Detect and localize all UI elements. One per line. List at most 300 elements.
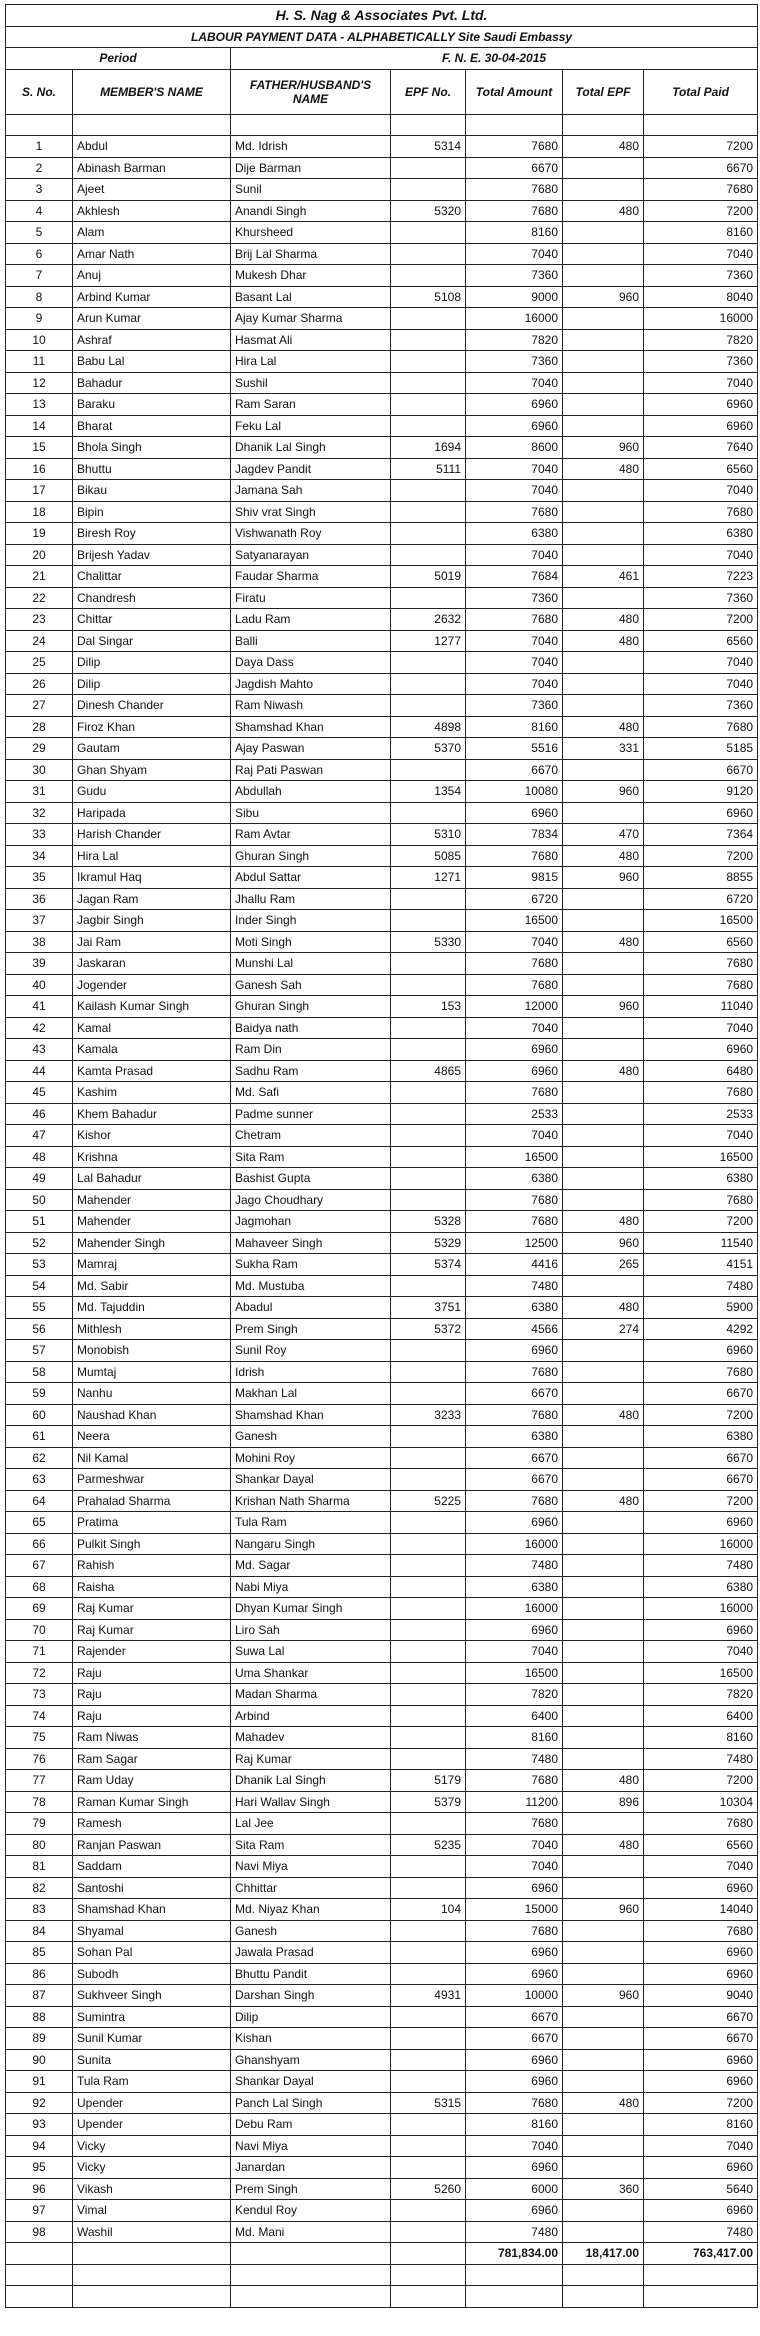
epf-no-cell	[391, 802, 466, 824]
total-paid-cell: 6670	[644, 759, 758, 781]
father-name-cell: Ajay Kumar Sharma	[231, 308, 391, 330]
table-row	[6, 329, 758, 351]
total-paid-cell: 6960	[644, 1039, 758, 1061]
total-amount-cell: 6960	[466, 1619, 563, 1641]
epf-no-cell	[391, 501, 466, 523]
sno-cell: 40	[6, 974, 73, 996]
total-epf-cell	[563, 1576, 644, 1598]
epf-no-cell: 4931	[391, 1985, 466, 2007]
total-amount-cell: 7040	[466, 243, 563, 265]
member-name-cell: Monobish	[73, 1340, 231, 1362]
member-name-cell: Alam	[73, 222, 231, 244]
father-name-cell: Baidya nath	[231, 1017, 391, 1039]
table-row	[6, 136, 758, 158]
total-paid-cell: 6480	[644, 1060, 758, 1082]
total-amount-cell: 11200	[466, 1791, 563, 1813]
total-amount-cell: 6960	[466, 1877, 563, 1899]
total-paid-cell: 5900	[644, 1297, 758, 1319]
total-paid-cell: 6670	[644, 2006, 758, 2028]
member-name-cell: Amar Nath	[73, 243, 231, 265]
member-name-cell: Chittar	[73, 609, 231, 631]
total-paid-cell: 8160	[644, 2114, 758, 2136]
father-name-cell: Inder Singh	[231, 910, 391, 932]
total-epf-cell: 265	[563, 1254, 644, 1276]
total-paid-cell: 4292	[644, 1318, 758, 1340]
epf-no-cell	[391, 372, 466, 394]
member-name-cell: Parmeshwar	[73, 1469, 231, 1491]
total-epf-cell	[563, 523, 644, 545]
total-epf-cell	[563, 1684, 644, 1706]
total-paid-cell: 7040	[644, 480, 758, 502]
sno-cell: 17	[6, 480, 73, 502]
member-name-cell: Dal Singar	[73, 630, 231, 652]
member-name-cell: Sunil Kumar	[73, 2028, 231, 2050]
father-name-cell: Ladu Ram	[231, 609, 391, 631]
total-epf-cell: 960	[563, 1899, 644, 1921]
father-name-cell: Sita Ram	[231, 1834, 391, 1856]
table-row	[6, 996, 758, 1018]
epf-no-cell: 4865	[391, 1060, 466, 1082]
table-row	[6, 1598, 758, 1620]
father-name-cell: Navi Miya	[231, 2135, 391, 2157]
father-name-cell: Abadul	[231, 1297, 391, 1319]
member-name-cell: Arbind Kumar	[73, 286, 231, 308]
father-name-cell: Shankar Dayal	[231, 1469, 391, 1491]
total-paid-cell: 7680	[644, 1361, 758, 1383]
total-paid-cell: 7040	[644, 1017, 758, 1039]
father-name-cell: Abdullah	[231, 781, 391, 803]
total-paid-cell: 8040	[644, 286, 758, 308]
father-name-cell: Feku Lal	[231, 415, 391, 437]
sno-cell: 42	[6, 1017, 73, 1039]
father-name-cell: Jagmohan	[231, 1211, 391, 1233]
sno-cell: 61	[6, 1426, 73, 1448]
total-amount-cell: 6380	[466, 1426, 563, 1448]
father-name-cell: Ghanshyam	[231, 2049, 391, 2071]
sno-cell: 77	[6, 1770, 73, 1792]
father-name-cell: Sushil	[231, 372, 391, 394]
total-paid-cell: 7680	[644, 501, 758, 523]
total-paid-cell: 7820	[644, 329, 758, 351]
total-paid-cell: 7480	[644, 1555, 758, 1577]
epf-no-cell	[391, 1469, 466, 1491]
table-row	[6, 1705, 758, 1727]
total-epf-cell	[563, 1361, 644, 1383]
table-row	[6, 480, 758, 502]
father-name-cell: Moti Singh	[231, 931, 391, 953]
total-epf-cell: 960	[563, 996, 644, 1018]
epf-no-cell	[391, 652, 466, 674]
father-name-cell: Dhanik Lal Singh	[231, 437, 391, 459]
sno-cell: 14	[6, 415, 73, 437]
member-name-cell: Raju	[73, 1705, 231, 1727]
father-name-cell: Md. Sagar	[231, 1555, 391, 1577]
father-name-cell: Jagdish Mahto	[231, 673, 391, 695]
total-epf-cell	[563, 1727, 644, 1749]
sno-cell: 94	[6, 2135, 73, 2157]
table-row	[6, 953, 758, 975]
epf-no-cell	[391, 329, 466, 351]
total-paid-cell: 7200	[644, 1404, 758, 1426]
father-name-cell: Chhittar	[231, 1877, 391, 1899]
total-amount-cell: 7480	[466, 1555, 563, 1577]
father-name-cell: Mahaveer Singh	[231, 1232, 391, 1254]
epf-no-cell	[391, 1619, 466, 1641]
total-epf-cell: 960	[563, 781, 644, 803]
labour-payment-table	[5, 4, 758, 2308]
sno-cell: 19	[6, 523, 73, 545]
table-row	[6, 1684, 758, 1706]
total-paid-cell: 5185	[644, 738, 758, 760]
epf-no-cell	[391, 1856, 466, 1878]
father-name-cell: Jamana Sah	[231, 480, 391, 502]
father-name-cell: Lal Jee	[231, 1813, 391, 1835]
total-amount-cell: 8600	[466, 437, 563, 459]
sno-cell: 53	[6, 1254, 73, 1276]
member-name-cell: Ram Uday	[73, 1770, 231, 1792]
member-name-cell: Biresh Roy	[73, 523, 231, 545]
epf-no-cell: 153	[391, 996, 466, 1018]
total-paid-cell: 16000	[644, 1598, 758, 1620]
total-epf-cell	[563, 2028, 644, 2050]
table-row	[6, 2200, 758, 2222]
table-row	[6, 1340, 758, 1362]
sno-cell: 32	[6, 802, 73, 824]
father-name-cell: Debu Ram	[231, 2114, 391, 2136]
sno-cell: 31	[6, 781, 73, 803]
table-row	[6, 308, 758, 330]
epf-no-cell	[391, 2157, 466, 2179]
total-epf-cell: 960	[563, 286, 644, 308]
father-name-cell: Balli	[231, 630, 391, 652]
total-amount-cell: 7040	[466, 630, 563, 652]
father-name-cell: Uma Shankar	[231, 1662, 391, 1684]
total-paid-cell: 7680	[644, 1082, 758, 1104]
epf-no-cell: 2632	[391, 609, 466, 631]
total-paid-cell: 7360	[644, 265, 758, 287]
total-epf-cell: 480	[563, 931, 644, 953]
total-epf-cell	[563, 695, 644, 717]
table-row	[6, 2221, 758, 2243]
epf-no-cell	[391, 1942, 466, 1964]
total-paid-cell: 6560	[644, 1834, 758, 1856]
total-amount-cell: 7680	[466, 1211, 563, 1233]
epf-no-cell: 5330	[391, 931, 466, 953]
total-paid-cell: 7200	[644, 136, 758, 158]
member-name-cell: Bhola Singh	[73, 437, 231, 459]
epf-no-cell	[391, 1727, 466, 1749]
report-subtitle: LABOUR PAYMENT DATA - ALPHABETICALLY Site Saudi Embassy	[6, 26, 758, 48]
father-name-cell: Sadhu Ram	[231, 1060, 391, 1082]
table-row	[6, 1942, 758, 1964]
total-paid-cell: 7480	[644, 1748, 758, 1770]
total-amount-cell: 7040	[466, 1017, 563, 1039]
epf-no-cell: 5314	[391, 136, 466, 158]
total-epf-cell	[563, 179, 644, 201]
table-row	[6, 2071, 758, 2093]
total-paid-cell: 6960	[644, 1340, 758, 1362]
total-epf-cell	[563, 415, 644, 437]
total-paid-cell: 7200	[644, 1490, 758, 1512]
total-amount-cell: 9000	[466, 286, 563, 308]
total-paid-cell: 7680	[644, 1189, 758, 1211]
member-name-cell: Haripada	[73, 802, 231, 824]
total-epf-cell: 480	[563, 630, 644, 652]
epf-no-cell	[391, 2221, 466, 2243]
total-epf-cell	[563, 501, 644, 523]
table-row	[6, 1125, 758, 1147]
table-row	[6, 2178, 758, 2200]
sno-cell: 92	[6, 2092, 73, 2114]
father-name-cell: Ram Avtar	[231, 824, 391, 846]
header-total-amount: Total Amount	[466, 69, 563, 114]
father-name-cell: Jhallu Ram	[231, 888, 391, 910]
total-epf-cell	[563, 1469, 644, 1491]
total-epf-cell	[563, 1189, 644, 1211]
total-epf-cell	[563, 1426, 644, 1448]
total-paid-cell: 6960	[644, 2071, 758, 2093]
sno-cell: 75	[6, 1727, 73, 1749]
sno-cell: 85	[6, 1942, 73, 1964]
total-epf-cell	[563, 1533, 644, 1555]
table-row	[6, 437, 758, 459]
epf-no-cell: 1277	[391, 630, 466, 652]
father-name-cell: Navi Miya	[231, 1856, 391, 1878]
total-epf-cell: 480	[563, 1490, 644, 1512]
total-amount-cell: 7040	[466, 372, 563, 394]
total-epf-cell	[563, 1383, 644, 1405]
total-epf-cell: 480	[563, 716, 644, 738]
member-name-cell: Dinesh Chander	[73, 695, 231, 717]
epf-no-cell: 1694	[391, 437, 466, 459]
father-name-cell: Satyanarayan	[231, 544, 391, 566]
sno-cell: 37	[6, 910, 73, 932]
total-epf-cell: 480	[563, 458, 644, 480]
member-name-cell: Abdul	[73, 136, 231, 158]
table-row	[6, 1146, 758, 1168]
father-name-cell: Ganesh Sah	[231, 974, 391, 996]
member-name-cell: Brijesh Yadav	[73, 544, 231, 566]
member-name-cell: Naushad Khan	[73, 1404, 231, 1426]
total-amount-cell: 7680	[466, 2092, 563, 2114]
member-name-cell: Prahalad Sharma	[73, 1490, 231, 1512]
total-amount-cell: 7820	[466, 329, 563, 351]
total-amount-cell: 6960	[466, 415, 563, 437]
member-name-cell: Kamta Prasad	[73, 1060, 231, 1082]
sno-cell: 56	[6, 1318, 73, 1340]
father-name-cell: Ganesh	[231, 1426, 391, 1448]
father-name-cell: Brij Lal Sharma	[231, 243, 391, 265]
member-name-cell: Vimal	[73, 2200, 231, 2222]
header-member-name: MEMBER'S NAME	[73, 69, 231, 114]
table-row	[6, 824, 758, 846]
table-row	[6, 1963, 758, 1985]
member-name-cell: Arun Kumar	[73, 308, 231, 330]
epf-no-cell	[391, 673, 466, 695]
total-epf-cell	[563, 157, 644, 179]
total-amount-cell: 5516	[466, 738, 563, 760]
total-amount-cell: 7834	[466, 824, 563, 846]
sno-cell: 86	[6, 1963, 73, 1985]
member-name-cell: Tula Ram	[73, 2071, 231, 2093]
total-amount-cell: 8160	[466, 222, 563, 244]
member-name-cell: Ikramul Haq	[73, 867, 231, 889]
member-name-cell: Mumtaj	[73, 1361, 231, 1383]
sno-cell: 88	[6, 2006, 73, 2028]
sno-cell: 2	[6, 157, 73, 179]
total-amount-cell: 7680	[466, 845, 563, 867]
table-row	[6, 1512, 758, 1534]
father-name-cell: Idrish	[231, 1361, 391, 1383]
epf-no-cell	[391, 480, 466, 502]
total-paid-cell: 11040	[644, 996, 758, 1018]
total-amount-cell: 7040	[466, 480, 563, 502]
total-paid-cell: 6670	[644, 1447, 758, 1469]
epf-no-cell	[391, 1039, 466, 1061]
sno-cell: 15	[6, 437, 73, 459]
total-amount-cell: 10080	[466, 781, 563, 803]
epf-no-cell: 5372	[391, 1318, 466, 1340]
member-name-cell: Dilip	[73, 673, 231, 695]
total-epf-cell	[563, 1705, 644, 1727]
sno-cell: 62	[6, 1447, 73, 1469]
total-paid-cell: 8160	[644, 222, 758, 244]
member-name-cell: Ranjan Paswan	[73, 1834, 231, 1856]
total-epf-cell	[563, 1275, 644, 1297]
total-paid-cell: 6670	[644, 2028, 758, 2050]
epf-no-cell: 5179	[391, 1770, 466, 1792]
father-name-cell: Ram Saran	[231, 394, 391, 416]
table-row	[6, 609, 758, 631]
total-paid-cell: 6560	[644, 931, 758, 953]
sno-cell: 36	[6, 888, 73, 910]
table-row	[6, 781, 758, 803]
sno-cell: 70	[6, 1619, 73, 1641]
total-paid-cell: 7200	[644, 200, 758, 222]
member-name-cell: Raju	[73, 1662, 231, 1684]
father-name-cell: Hari Wallav Singh	[231, 1791, 391, 1813]
sno-cell: 89	[6, 2028, 73, 2050]
total-epf-cell	[563, 2135, 644, 2157]
total-paid-cell: 7680	[644, 179, 758, 201]
father-name-cell: Firatu	[231, 587, 391, 609]
father-name-cell: Padme sunner	[231, 1103, 391, 1125]
total-epf-cell: 480	[563, 136, 644, 158]
total-amount-cell: 6960	[466, 2071, 563, 2093]
total-epf-cell: 960	[563, 1232, 644, 1254]
sno-cell: 73	[6, 1684, 73, 1706]
epf-no-cell	[391, 695, 466, 717]
total-amount-cell: 6380	[466, 1168, 563, 1190]
total-amount-cell: 6670	[466, 1469, 563, 1491]
sno-cell: 41	[6, 996, 73, 1018]
table-row	[6, 2135, 758, 2157]
member-name-cell: Anuj	[73, 265, 231, 287]
header-sno: S. No.	[6, 69, 73, 114]
total-paid-cell: 6380	[644, 523, 758, 545]
epf-no-cell	[391, 243, 466, 265]
father-name-cell: Md. Niyaz Khan	[231, 1899, 391, 1921]
member-name-cell: Jai Ram	[73, 931, 231, 953]
total-epf-cell	[563, 1856, 644, 1878]
epf-no-cell	[391, 1748, 466, 1770]
total-epf-cell	[563, 544, 644, 566]
member-name-cell: Chandresh	[73, 587, 231, 609]
total-amount-cell: 7680	[466, 1361, 563, 1383]
sno-cell: 16	[6, 458, 73, 480]
epf-no-cell	[391, 1447, 466, 1469]
member-name-cell: Kailash Kumar Singh	[73, 996, 231, 1018]
table-row	[6, 867, 758, 889]
total-paid-cell: 7200	[644, 845, 758, 867]
total-amount-cell: 7480	[466, 1748, 563, 1770]
member-name-cell: Kamala	[73, 1039, 231, 1061]
member-name-cell: Hira Lal	[73, 845, 231, 867]
father-name-cell: Prem Singh	[231, 1318, 391, 1340]
total-paid-cell: 6560	[644, 458, 758, 480]
total-epf-cell	[563, 2200, 644, 2222]
total-paid-cell: 7680	[644, 1920, 758, 1942]
total-amount-cell: 7680	[466, 179, 563, 201]
total-amount-cell: 7680	[466, 1189, 563, 1211]
table-row	[6, 931, 758, 953]
father-name-cell: Khursheed	[231, 222, 391, 244]
total-paid-cell: 2533	[644, 1103, 758, 1125]
sno-cell: 69	[6, 1598, 73, 1620]
epf-no-cell	[391, 974, 466, 996]
epf-no-cell: 5260	[391, 2178, 466, 2200]
father-name-cell: Ram Niwash	[231, 695, 391, 717]
sno-cell: 29	[6, 738, 73, 760]
father-name-cell: Md. Safi	[231, 1082, 391, 1104]
total-amount-cell: 6670	[466, 2028, 563, 2050]
total-epf-cell: 461	[563, 566, 644, 588]
total-amount-cell: 7684	[466, 566, 563, 588]
sno-cell: 11	[6, 351, 73, 373]
member-name-cell: Ghan Shyam	[73, 759, 231, 781]
total-epf-cell: 480	[563, 200, 644, 222]
total-paid-cell: 7480	[644, 1275, 758, 1297]
member-name-cell: Washil	[73, 2221, 231, 2243]
total-epf-cell	[563, 265, 644, 287]
father-name-cell: Sita Ram	[231, 1146, 391, 1168]
table-row	[6, 910, 758, 932]
sno-cell: 54	[6, 1275, 73, 1297]
epf-no-cell: 5225	[391, 1490, 466, 1512]
table-row	[6, 1039, 758, 1061]
total-amount-cell: 6720	[466, 888, 563, 910]
table-row	[6, 1813, 758, 1835]
total-paid-cell: 6380	[644, 1168, 758, 1190]
member-name-cell: Ashraf	[73, 329, 231, 351]
total-paid-cell: 7680	[644, 716, 758, 738]
sno-cell: 81	[6, 1856, 73, 1878]
total-epf-cell	[563, 372, 644, 394]
blank-row	[6, 2286, 758, 2308]
header-total-paid: Total Paid	[644, 69, 758, 114]
father-name-cell: Jago Choudhary	[231, 1189, 391, 1211]
father-name-cell: Dhanik Lal Singh	[231, 1770, 391, 1792]
total-paid-cell: 7040	[644, 2135, 758, 2157]
father-name-cell: Prem Singh	[231, 2178, 391, 2200]
sno-cell: 64	[6, 1490, 73, 1512]
table-row	[6, 2006, 758, 2028]
total-epf-cell	[563, 351, 644, 373]
table-row	[6, 1920, 758, 1942]
total-epf-cell: 480	[563, 2092, 644, 2114]
member-name-cell: Vicky	[73, 2135, 231, 2157]
epf-no-cell: 3233	[391, 1404, 466, 1426]
